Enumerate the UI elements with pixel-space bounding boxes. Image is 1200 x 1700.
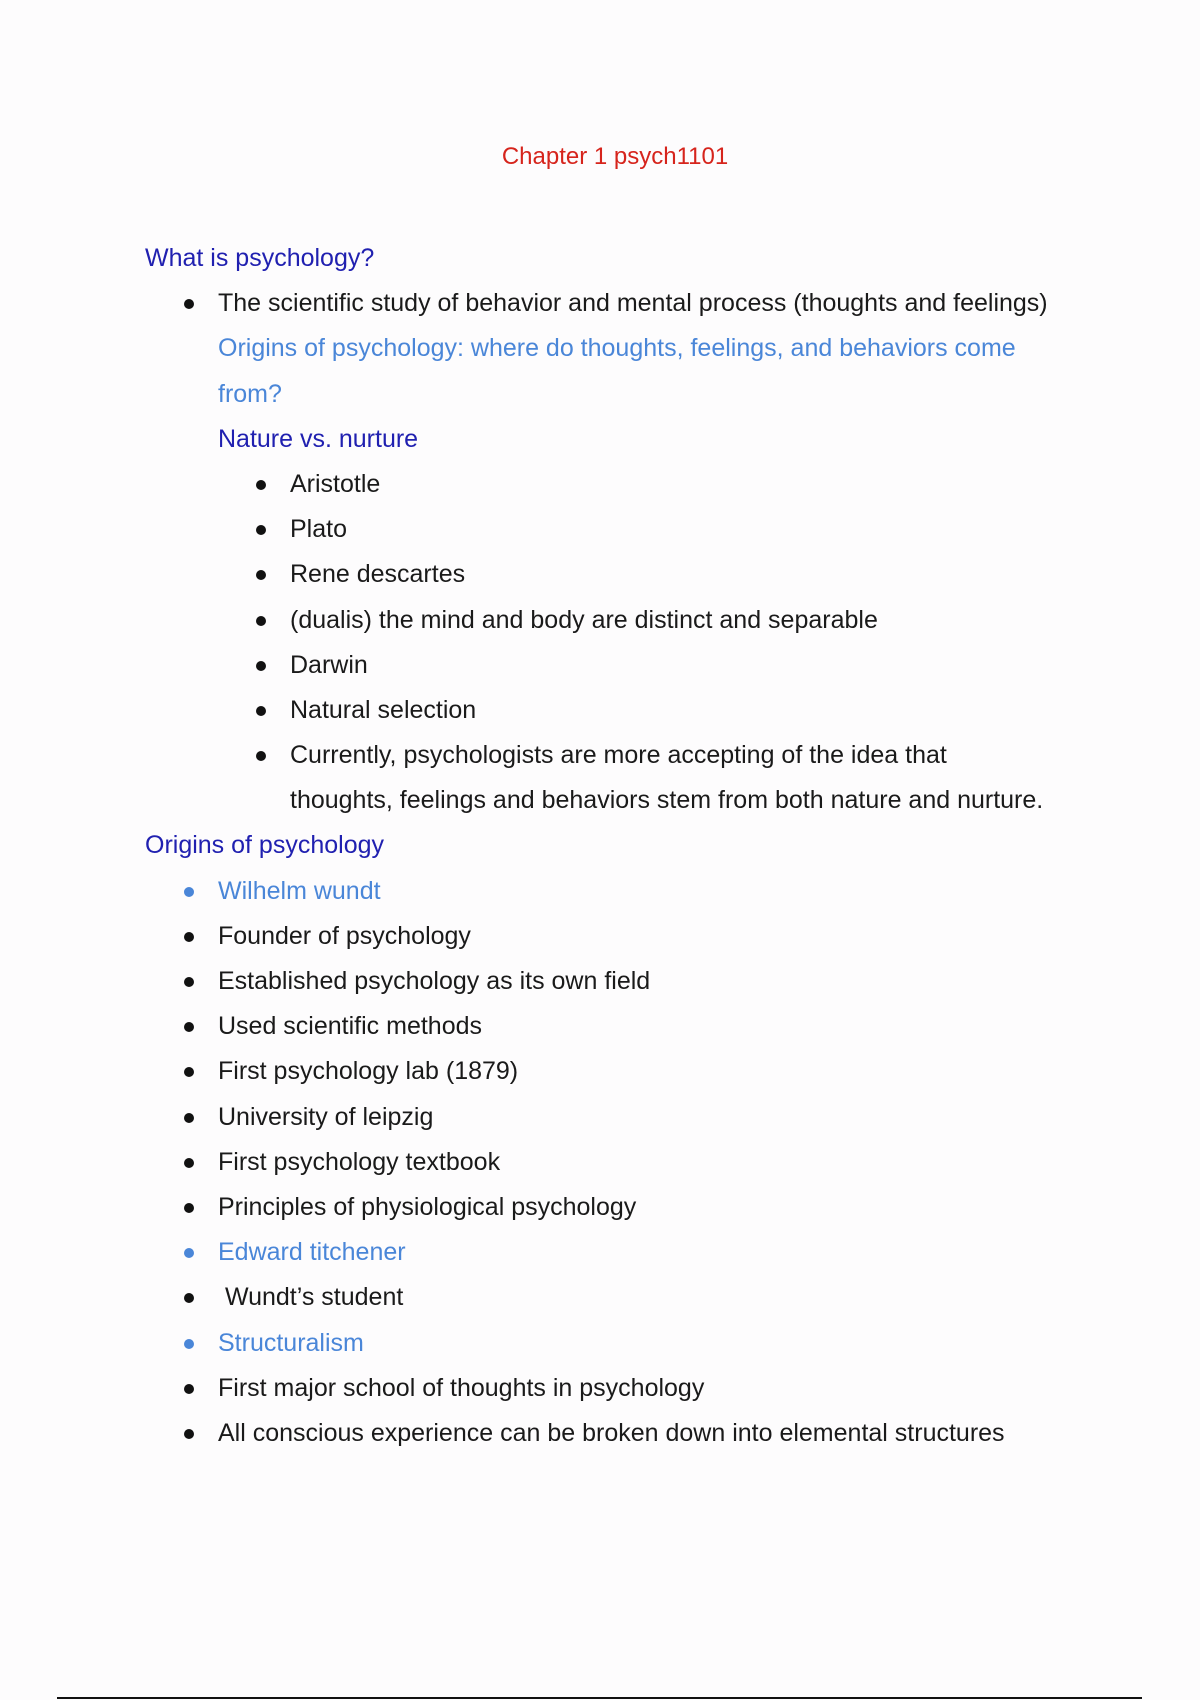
list-item-text: Principles of physiological psychology xyxy=(218,1192,637,1221)
list-item xyxy=(145,1282,1105,1327)
bullet-icon xyxy=(256,751,266,761)
bullet-icon xyxy=(256,570,266,580)
subheading-continued xyxy=(145,379,1105,424)
document-body xyxy=(145,243,1105,1463)
page-bottom-rule xyxy=(57,1697,1142,1699)
list-item-text: First psychology lab (1879) xyxy=(218,1057,519,1086)
list-item-text: Rene descartes xyxy=(290,560,466,589)
list-item-text: thoughts, feelings and behaviors stem from both nature and nurture. xyxy=(290,786,1044,815)
document-title: Chapter 1 psych1101 xyxy=(501,143,729,170)
bullet-icon xyxy=(256,706,266,716)
list-item-text: Natural selection xyxy=(290,695,477,724)
bullet-icon xyxy=(256,616,266,626)
bullet-icon xyxy=(256,661,266,671)
list-item-text: Established psychology as its own field xyxy=(218,967,651,995)
list-item xyxy=(145,1102,1105,1147)
section-heading xyxy=(145,830,1105,875)
section-heading-text: What is psychology? xyxy=(145,244,375,272)
bullet-icon xyxy=(184,1384,194,1394)
section-heading xyxy=(145,243,1105,288)
bullet-icon xyxy=(184,977,194,987)
bullet-icon xyxy=(184,1158,194,1168)
subheading xyxy=(145,333,1105,378)
list-item-text: Used scientific methods xyxy=(218,1012,483,1041)
subheading-text: from? xyxy=(218,379,282,408)
section-heading-text: Origins of psychology xyxy=(145,831,385,860)
bullet-icon xyxy=(184,1113,194,1123)
bullet-icon xyxy=(184,1203,194,1213)
subheading-text: Origins of psychology: where do thoughts, feelings, and behaviors come xyxy=(218,334,1016,363)
list-item xyxy=(145,650,1105,695)
list-item-text: Edward titchener xyxy=(218,1238,406,1267)
list-item-text: Plato xyxy=(290,515,347,544)
subheading-text: Nature vs. nurture xyxy=(218,424,419,453)
list-item-text: The scientific study of behavior and mental process (thoughts and feelings) xyxy=(218,289,1048,318)
list-item-text: Wilhelm wundt xyxy=(218,876,381,905)
bullet-icon xyxy=(184,932,194,942)
list-item xyxy=(145,876,1105,921)
bullet-icon xyxy=(184,1022,194,1032)
list-item xyxy=(145,1192,1105,1237)
bullet-icon xyxy=(184,1248,194,1258)
list-item xyxy=(145,921,1105,966)
list-item xyxy=(145,1328,1105,1373)
list-item-text: Currently, psychologists are more accepting of the idea that xyxy=(290,741,947,770)
list-item-text: First psychology textbook xyxy=(218,1147,501,1176)
list-item-text: Darwin xyxy=(290,650,368,679)
bullet-icon xyxy=(184,887,194,897)
list-item xyxy=(145,469,1105,514)
list-item xyxy=(145,1418,1105,1463)
list-item-text: Wundt’s student xyxy=(218,1283,404,1312)
list-item-continued xyxy=(145,785,1105,830)
bullet-icon xyxy=(184,299,194,309)
list-item-text: Aristotle xyxy=(290,469,381,498)
list-item xyxy=(145,288,1105,333)
list-item xyxy=(145,605,1105,650)
list-item xyxy=(145,695,1105,740)
bullet-icon xyxy=(256,480,266,490)
bullet-icon xyxy=(184,1293,194,1303)
list-item xyxy=(145,740,1105,785)
list-item xyxy=(145,559,1105,604)
bullet-icon xyxy=(184,1339,194,1349)
list-item-text: University of leipzig xyxy=(218,1102,434,1131)
list-item xyxy=(145,1056,1105,1101)
subheading xyxy=(145,424,1105,469)
list-item xyxy=(145,514,1105,559)
bullet-icon xyxy=(184,1429,194,1439)
list-item-text: Founder of psychology xyxy=(218,921,471,950)
list-item xyxy=(145,1147,1105,1192)
list-item xyxy=(145,966,1105,1011)
list-item xyxy=(145,1011,1105,1056)
bullet-icon xyxy=(256,525,266,535)
list-item-text: (dualis) the mind and body are distinct and separable xyxy=(290,605,878,634)
list-item-text: Structuralism xyxy=(218,1328,364,1357)
list-item-text: All conscious experience can be broken down into elemental structures xyxy=(218,1418,1005,1447)
list-item-text: First major school of thoughts in psychology xyxy=(218,1373,705,1402)
list-item xyxy=(145,1373,1105,1418)
bullet-icon xyxy=(184,1067,194,1077)
list-item xyxy=(145,1237,1105,1282)
